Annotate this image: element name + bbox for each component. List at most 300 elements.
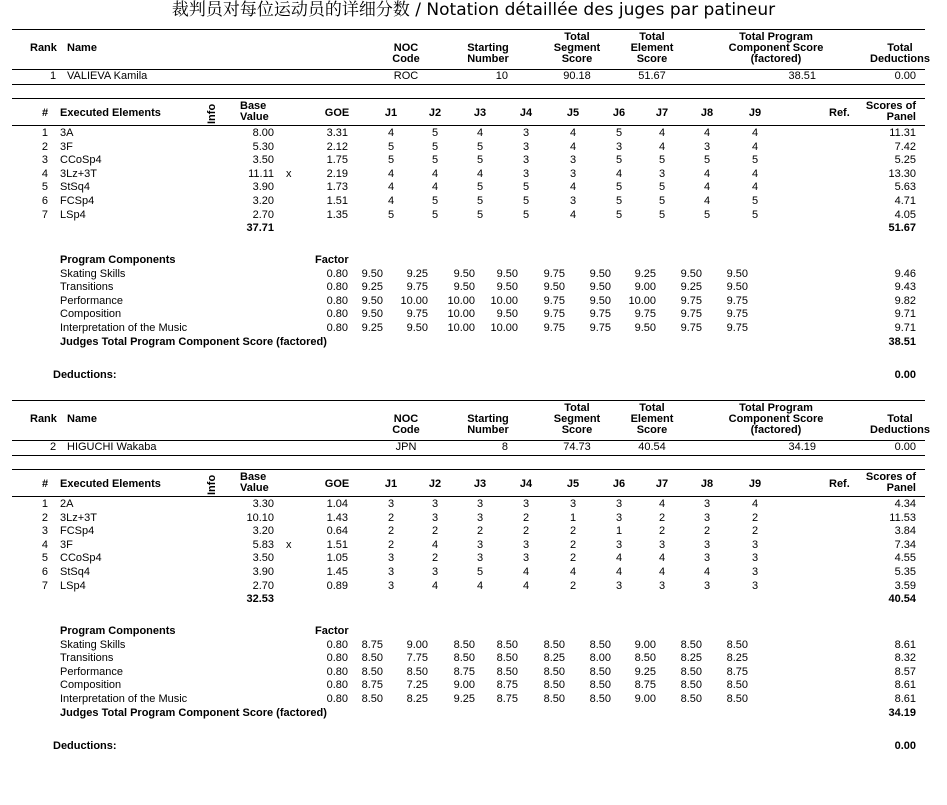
component-judge-score: 8.50 xyxy=(543,679,565,692)
panel-header: Panel xyxy=(886,111,916,123)
component-judge-score: 10.00 xyxy=(447,294,475,307)
skater-noc: JPN xyxy=(395,441,417,453)
element-judge-score: 2 xyxy=(522,525,530,538)
element-judge-score: 2 xyxy=(387,525,395,538)
element-judge-score: 5 xyxy=(431,154,439,167)
judge-header-9: J9 xyxy=(748,478,762,490)
element-judge-score: 1 xyxy=(615,525,623,538)
noc-header: NOC xyxy=(393,42,419,54)
component-factor: 0.80 xyxy=(326,638,348,651)
component-judge-score: 8.50 xyxy=(361,652,383,665)
component-score: 9.46 xyxy=(894,267,916,280)
component-judge-score: 9.50 xyxy=(680,267,702,280)
ref-header: Ref. xyxy=(829,107,850,119)
panel-header: Panel xyxy=(886,482,916,494)
element-judge-score: 3 xyxy=(476,511,484,524)
element-goe: 0.89 xyxy=(326,579,348,592)
component-judge-score: 9.50 xyxy=(453,281,475,294)
element-judge-score: 3 xyxy=(658,579,666,592)
component-judge-score: 8.75 xyxy=(496,679,518,692)
element-judge-score: 5 xyxy=(615,181,623,194)
component-name: Transitions xyxy=(60,281,114,294)
component-factor: 0.80 xyxy=(326,652,348,665)
ded-header: Deductions xyxy=(870,424,930,436)
component-factor: 0.80 xyxy=(326,679,348,692)
element-num: 2 xyxy=(41,511,48,524)
elements-header-top-line xyxy=(12,469,925,470)
element-judge-score: 5 xyxy=(476,208,484,221)
element-base-value: 3.50 xyxy=(252,552,274,565)
element-panel-score: 7.34 xyxy=(894,538,916,551)
judge-header-7: J7 xyxy=(655,478,669,490)
skater-tes: 40.54 xyxy=(638,441,666,453)
skater-rank: 2 xyxy=(50,441,57,453)
element-panel-score: 5.35 xyxy=(894,566,916,578)
element-base-value: 5.30 xyxy=(252,140,274,153)
component-judge-score: 10.00 xyxy=(447,322,475,334)
judge-header-3: J3 xyxy=(473,107,487,119)
starting-header: Starting xyxy=(467,413,509,425)
element-judge-score: 2 xyxy=(569,538,577,551)
element-panel-score: 4.71 xyxy=(894,195,916,207)
judge-header-2: J2 xyxy=(428,107,442,119)
pcs-header: Total Program xyxy=(739,402,813,414)
element-judge-score: 4 xyxy=(569,127,577,139)
element-judge-score: 2 xyxy=(522,511,530,524)
skater-row-line xyxy=(12,84,925,85)
element-code: FCSp4 xyxy=(60,195,95,207)
component-factor: 0.80 xyxy=(326,693,348,705)
component-judge-score: 8.50 xyxy=(680,638,702,651)
tes-header: Element xyxy=(630,413,674,425)
element-judge-score: 3 xyxy=(522,498,530,510)
element-judge-score: 4 xyxy=(703,195,711,207)
element-judge-score: 4 xyxy=(476,127,484,139)
component-name: Composition xyxy=(60,308,122,321)
component-judge-score: 9.50 xyxy=(726,281,748,294)
element-judge-score: 5 xyxy=(751,195,759,207)
element-bonus-marker: x xyxy=(286,167,292,180)
element-judge-score: 4 xyxy=(658,552,666,565)
rank-header: Rank xyxy=(30,413,57,425)
element-judge-score: 2 xyxy=(569,552,577,565)
element-num: 7 xyxy=(41,579,48,592)
element-judge-score: 4 xyxy=(431,538,439,551)
elements-header: Executed Elements xyxy=(60,107,161,119)
component-judge-score: 9.75 xyxy=(589,322,611,334)
element-judge-score: 3 xyxy=(476,552,484,565)
component-judge-score: 9.75 xyxy=(543,308,565,321)
element-judge-score: 3 xyxy=(703,579,711,592)
element-goe: 2.12 xyxy=(326,140,348,153)
component-name: Interpretation of the Music xyxy=(60,693,188,705)
elements-header-bottom-line xyxy=(12,125,925,126)
component-score: 8.61 xyxy=(894,693,916,705)
judge-header-9: J9 xyxy=(748,107,762,119)
pcs-header: Total Program xyxy=(739,31,813,43)
element-goe: 1.35 xyxy=(326,208,348,221)
judge-header-4: J4 xyxy=(519,478,533,490)
element-judge-score: 4 xyxy=(387,167,395,180)
element-bonus-marker: x xyxy=(286,538,292,551)
component-judge-score: 9.50 xyxy=(496,281,518,294)
component-factor: 0.80 xyxy=(326,308,348,321)
component-factor: 0.80 xyxy=(326,322,348,334)
component-judge-score: 8.75 xyxy=(496,693,518,705)
tes-total: 51.67 xyxy=(888,222,916,235)
ded-header: Total xyxy=(887,42,913,54)
element-judge-score: 5 xyxy=(431,195,439,207)
component-judge-score: 9.50 xyxy=(406,322,428,334)
element-judge-score: 3 xyxy=(751,579,759,592)
component-judge-score: 8.25 xyxy=(680,652,702,665)
pcs-header: Component Score xyxy=(728,42,824,54)
skater-pcs: 38.51 xyxy=(788,70,816,82)
element-judge-score: 2 xyxy=(658,525,666,538)
component-judge-score: 9.50 xyxy=(496,267,518,280)
element-judge-score: 3 xyxy=(703,552,711,565)
judge-header-6: J6 xyxy=(612,107,626,119)
component-judge-score: 8.50 xyxy=(406,665,428,678)
tss-header: Segment xyxy=(553,42,601,54)
elements-header-bottom-line xyxy=(12,496,925,497)
component-factor: 0.80 xyxy=(326,281,348,294)
element-goe: 1.51 xyxy=(326,195,348,207)
element-num: 3 xyxy=(41,154,48,167)
element-judge-score: 5 xyxy=(658,208,666,221)
pcs-header: (factored) xyxy=(750,53,802,65)
element-code: 3Lz+3T xyxy=(60,511,97,524)
tss-header: Score xyxy=(561,53,593,65)
element-judge-score: 3 xyxy=(522,140,530,153)
element-code: FCSp4 xyxy=(60,525,95,538)
component-judge-score: 8.50 xyxy=(680,693,702,705)
element-num: 6 xyxy=(41,195,48,207)
skater-ded: 0.00 xyxy=(894,441,916,453)
element-judge-score: 5 xyxy=(751,208,759,221)
element-num: 4 xyxy=(41,167,48,180)
skater-tss: 90.18 xyxy=(563,70,591,82)
element-judge-score: 1 xyxy=(569,511,577,524)
component-judge-score: 9.25 xyxy=(680,281,702,294)
element-judge-score: 5 xyxy=(751,154,759,167)
element-judge-score: 5 xyxy=(387,140,395,153)
tss-header: Total xyxy=(564,31,590,43)
component-judge-score: 8.50 xyxy=(680,679,702,692)
element-judge-score: 3 xyxy=(569,498,577,510)
element-judge-score: 2 xyxy=(751,525,759,538)
base-header: Value xyxy=(240,482,269,494)
pc-title: Program Components xyxy=(60,625,176,637)
element-judge-score: 5 xyxy=(476,195,484,207)
component-judge-score: 9.75 xyxy=(406,281,428,294)
element-num: 3 xyxy=(41,525,48,538)
tes-header: Total xyxy=(639,31,665,43)
component-judge-score: 8.50 xyxy=(453,652,475,665)
element-panel-score: 4.34 xyxy=(894,498,916,510)
element-judge-score: 3 xyxy=(522,154,530,167)
tes-header: Score xyxy=(636,53,668,65)
component-judge-score: 8.50 xyxy=(589,665,611,678)
element-judge-score: 5 xyxy=(522,208,530,221)
judge-header-2: J2 xyxy=(428,478,442,490)
element-code: 3Lz+3T xyxy=(60,167,97,180)
info-header: Info xyxy=(206,474,218,495)
component-judge-score: 9.75 xyxy=(543,294,565,307)
element-panel-score: 3.84 xyxy=(894,525,916,538)
element-judge-score: 3 xyxy=(751,552,759,565)
deductions-label: Deductions: xyxy=(53,740,117,752)
base-value-total: 37.71 xyxy=(246,222,274,235)
tes-header: Total xyxy=(639,402,665,414)
component-judge-score: 9.75 xyxy=(543,267,565,280)
element-judge-score: 4 xyxy=(569,566,577,578)
element-judge-score: 3 xyxy=(431,511,439,524)
element-num: 4 xyxy=(41,538,48,551)
element-judge-score: 2 xyxy=(569,525,577,538)
pc-title: Program Components xyxy=(60,254,176,266)
element-judge-score: 4 xyxy=(569,208,577,221)
judge-header-5: J5 xyxy=(566,478,580,490)
component-judge-score: 9.75 xyxy=(589,308,611,321)
component-judge-score: 10.00 xyxy=(490,294,518,307)
base-value-total: 32.53 xyxy=(246,593,274,606)
component-name: Skating Skills xyxy=(60,638,126,651)
factor-header: Factor xyxy=(315,625,349,637)
tss-header: Total xyxy=(564,402,590,414)
panel-header: Scores of xyxy=(865,471,916,483)
element-judge-score: 5 xyxy=(476,566,484,578)
element-judge-score: 4 xyxy=(387,181,395,194)
component-judge-score: 10.00 xyxy=(628,294,656,307)
element-judge-score: 2 xyxy=(703,525,711,538)
element-judge-score: 3 xyxy=(569,167,577,180)
element-judge-score: 3 xyxy=(703,538,711,551)
component-judge-score: 9.00 xyxy=(453,679,475,692)
component-score: 9.43 xyxy=(894,281,916,294)
element-judge-score: 3 xyxy=(615,498,623,510)
component-judge-score: 9.50 xyxy=(361,308,383,321)
component-judge-score: 8.50 xyxy=(361,693,383,705)
component-judge-score: 9.75 xyxy=(726,308,748,321)
element-judge-score: 4 xyxy=(703,566,711,578)
element-num: 5 xyxy=(41,181,48,194)
element-judge-score: 3 xyxy=(658,167,666,180)
element-judge-score: 3 xyxy=(387,552,395,565)
element-code: 3F xyxy=(60,140,73,153)
noc-header: Code xyxy=(392,424,420,436)
element-judge-score: 5 xyxy=(431,140,439,153)
element-judge-score: 3 xyxy=(615,511,623,524)
element-num: 7 xyxy=(41,208,48,221)
judge-header-8: J8 xyxy=(700,478,714,490)
judges-total-label: Judges Total Program Component Score (factored) xyxy=(60,335,327,348)
element-judge-score: 4 xyxy=(751,181,759,194)
element-judge-score: 3 xyxy=(387,579,395,592)
element-judge-score: 4 xyxy=(569,140,577,153)
judge-header-5: J5 xyxy=(566,107,580,119)
element-base-value: 11.11 xyxy=(248,167,274,180)
element-judge-score: 3 xyxy=(751,538,759,551)
element-judge-score: 5 xyxy=(615,208,623,221)
component-judge-score: 10.00 xyxy=(400,294,428,307)
element-judge-score: 2 xyxy=(476,525,484,538)
component-judge-score: 8.50 xyxy=(726,638,748,651)
element-judge-score: 5 xyxy=(615,154,623,167)
element-judge-score: 3 xyxy=(476,538,484,551)
base-header: Base xyxy=(240,471,267,483)
element-judge-score: 4 xyxy=(431,167,439,180)
judge-header-8: J8 xyxy=(700,107,714,119)
component-name: Transitions xyxy=(60,652,114,665)
element-judge-score: 5 xyxy=(387,208,395,221)
element-judge-score: 3 xyxy=(522,167,530,180)
element-judge-score: 2 xyxy=(431,525,439,538)
goe-header: GOE xyxy=(324,107,350,119)
noc-header: NOC xyxy=(393,413,419,425)
component-judge-score: 8.50 xyxy=(453,638,475,651)
component-name: Interpretation of the Music xyxy=(60,322,188,334)
element-goe: 1.45 xyxy=(326,566,348,578)
component-score: 9.82 xyxy=(894,294,916,307)
component-judge-score: 8.50 xyxy=(680,665,702,678)
component-judge-score: 9.00 xyxy=(634,281,656,294)
element-judge-score: 4 xyxy=(751,498,759,510)
ded-header: Total xyxy=(887,413,913,425)
component-judge-score: 9.00 xyxy=(406,638,428,651)
element-base-value: 3.50 xyxy=(252,154,274,167)
element-judge-score: 3 xyxy=(751,566,759,578)
element-judge-score: 3 xyxy=(387,498,395,510)
element-judge-score: 4 xyxy=(522,566,530,578)
element-judge-score: 4 xyxy=(751,127,759,139)
component-judge-score: 9.25 xyxy=(361,322,383,334)
skater-ded: 0.00 xyxy=(894,70,916,82)
element-judge-score: 4 xyxy=(431,181,439,194)
component-judge-score: 8.50 xyxy=(634,652,656,665)
element-judge-score: 4 xyxy=(476,579,484,592)
component-judge-score: 8.50 xyxy=(361,665,383,678)
deductions-label: Deductions: xyxy=(53,369,117,381)
component-judge-score: 9.00 xyxy=(634,638,656,651)
pcs-total: 38.51 xyxy=(888,335,916,348)
element-goe: 1.05 xyxy=(326,552,348,565)
component-score: 8.61 xyxy=(894,638,916,651)
component-judge-score: 9.50 xyxy=(726,267,748,280)
component-judge-score: 9.00 xyxy=(634,693,656,705)
header-top-line xyxy=(12,29,925,30)
element-judge-score: 5 xyxy=(658,181,666,194)
element-judge-score: 5 xyxy=(431,127,439,139)
element-code: CCoSp4 xyxy=(60,552,102,565)
component-judge-score: 8.75 xyxy=(361,638,383,651)
component-judge-score: 8.25 xyxy=(726,652,748,665)
element-num: 5 xyxy=(41,552,48,565)
element-goe: 1.43 xyxy=(326,511,348,524)
header-top-line xyxy=(12,400,925,401)
component-judge-score: 8.50 xyxy=(589,638,611,651)
element-judge-score: 4 xyxy=(658,127,666,139)
component-judge-score: 9.75 xyxy=(406,308,428,321)
element-judge-score: 4 xyxy=(703,181,711,194)
judge-header-3: J3 xyxy=(473,478,487,490)
judge-header-4: J4 xyxy=(519,107,533,119)
element-judge-score: 3 xyxy=(703,511,711,524)
component-name: Performance xyxy=(60,665,123,678)
element-goe: 3.31 xyxy=(326,127,348,139)
ref-header: Ref. xyxy=(829,478,850,490)
component-name: Performance xyxy=(60,294,123,307)
component-judge-score: 9.50 xyxy=(589,267,611,280)
component-judge-score: 9.50 xyxy=(496,308,518,321)
skater-noc: ROC xyxy=(393,70,419,82)
element-judge-score: 5 xyxy=(615,127,623,139)
element-panel-score: 3.59 xyxy=(894,579,916,592)
element-panel-score: 13.30 xyxy=(888,167,916,180)
element-code: 3F xyxy=(60,538,73,551)
skater-tes: 51.67 xyxy=(638,70,666,82)
element-judge-score: 3 xyxy=(615,538,623,551)
element-judge-score: 2 xyxy=(387,538,395,551)
component-judge-score: 9.50 xyxy=(453,267,475,280)
element-goe: 0.64 xyxy=(326,525,348,538)
element-judge-score: 3 xyxy=(615,140,623,153)
judge-header-1: J1 xyxy=(384,107,398,119)
component-judge-score: 8.00 xyxy=(589,652,611,665)
element-judge-score: 4 xyxy=(387,195,395,207)
pcs-total: 34.19 xyxy=(888,706,916,719)
element-judge-score: 5 xyxy=(658,154,666,167)
base-header: Base xyxy=(240,100,267,112)
element-judge-score: 5 xyxy=(703,154,711,167)
element-code: 2A xyxy=(60,498,74,510)
component-name: Skating Skills xyxy=(60,267,126,280)
element-judge-score: 4 xyxy=(387,127,395,139)
component-factor: 0.80 xyxy=(326,294,348,307)
element-panel-score: 11.31 xyxy=(889,127,916,139)
element-code: 3A xyxy=(60,127,74,139)
component-judge-score: 10.00 xyxy=(447,308,475,321)
deductions-value: 0.00 xyxy=(894,740,916,752)
component-judge-score: 8.50 xyxy=(543,693,565,705)
skater-row-line xyxy=(12,455,925,456)
component-judge-score: 9.50 xyxy=(361,294,383,307)
tss-header: Score xyxy=(561,424,593,436)
element-num: 6 xyxy=(41,566,48,578)
component-score: 9.71 xyxy=(894,322,916,334)
element-judge-score: 3 xyxy=(615,579,623,592)
element-base-value: 8.00 xyxy=(252,127,274,139)
name-header: Name xyxy=(67,413,97,425)
element-judge-score: 4 xyxy=(751,140,759,153)
component-judge-score: 8.50 xyxy=(589,679,611,692)
panel-header: Scores of xyxy=(865,100,916,112)
info-header: Info xyxy=(206,103,218,124)
element-base-value: 3.20 xyxy=(252,195,274,207)
component-score: 8.57 xyxy=(894,665,916,678)
component-judge-score: 8.50 xyxy=(543,665,565,678)
starting-header: Number xyxy=(467,53,509,65)
element-goe: 1.51 xyxy=(326,538,348,551)
pcs-header: (factored) xyxy=(750,424,802,436)
component-judge-score: 8.50 xyxy=(496,652,518,665)
element-judge-score: 5 xyxy=(522,181,530,194)
skater-name: HIGUCHI Wakaba xyxy=(67,441,157,453)
component-judge-score: 8.75 xyxy=(634,679,656,692)
element-judge-score: 2 xyxy=(387,511,395,524)
element-judge-score: 4 xyxy=(522,579,530,592)
component-judge-score: 7.75 xyxy=(406,652,428,665)
